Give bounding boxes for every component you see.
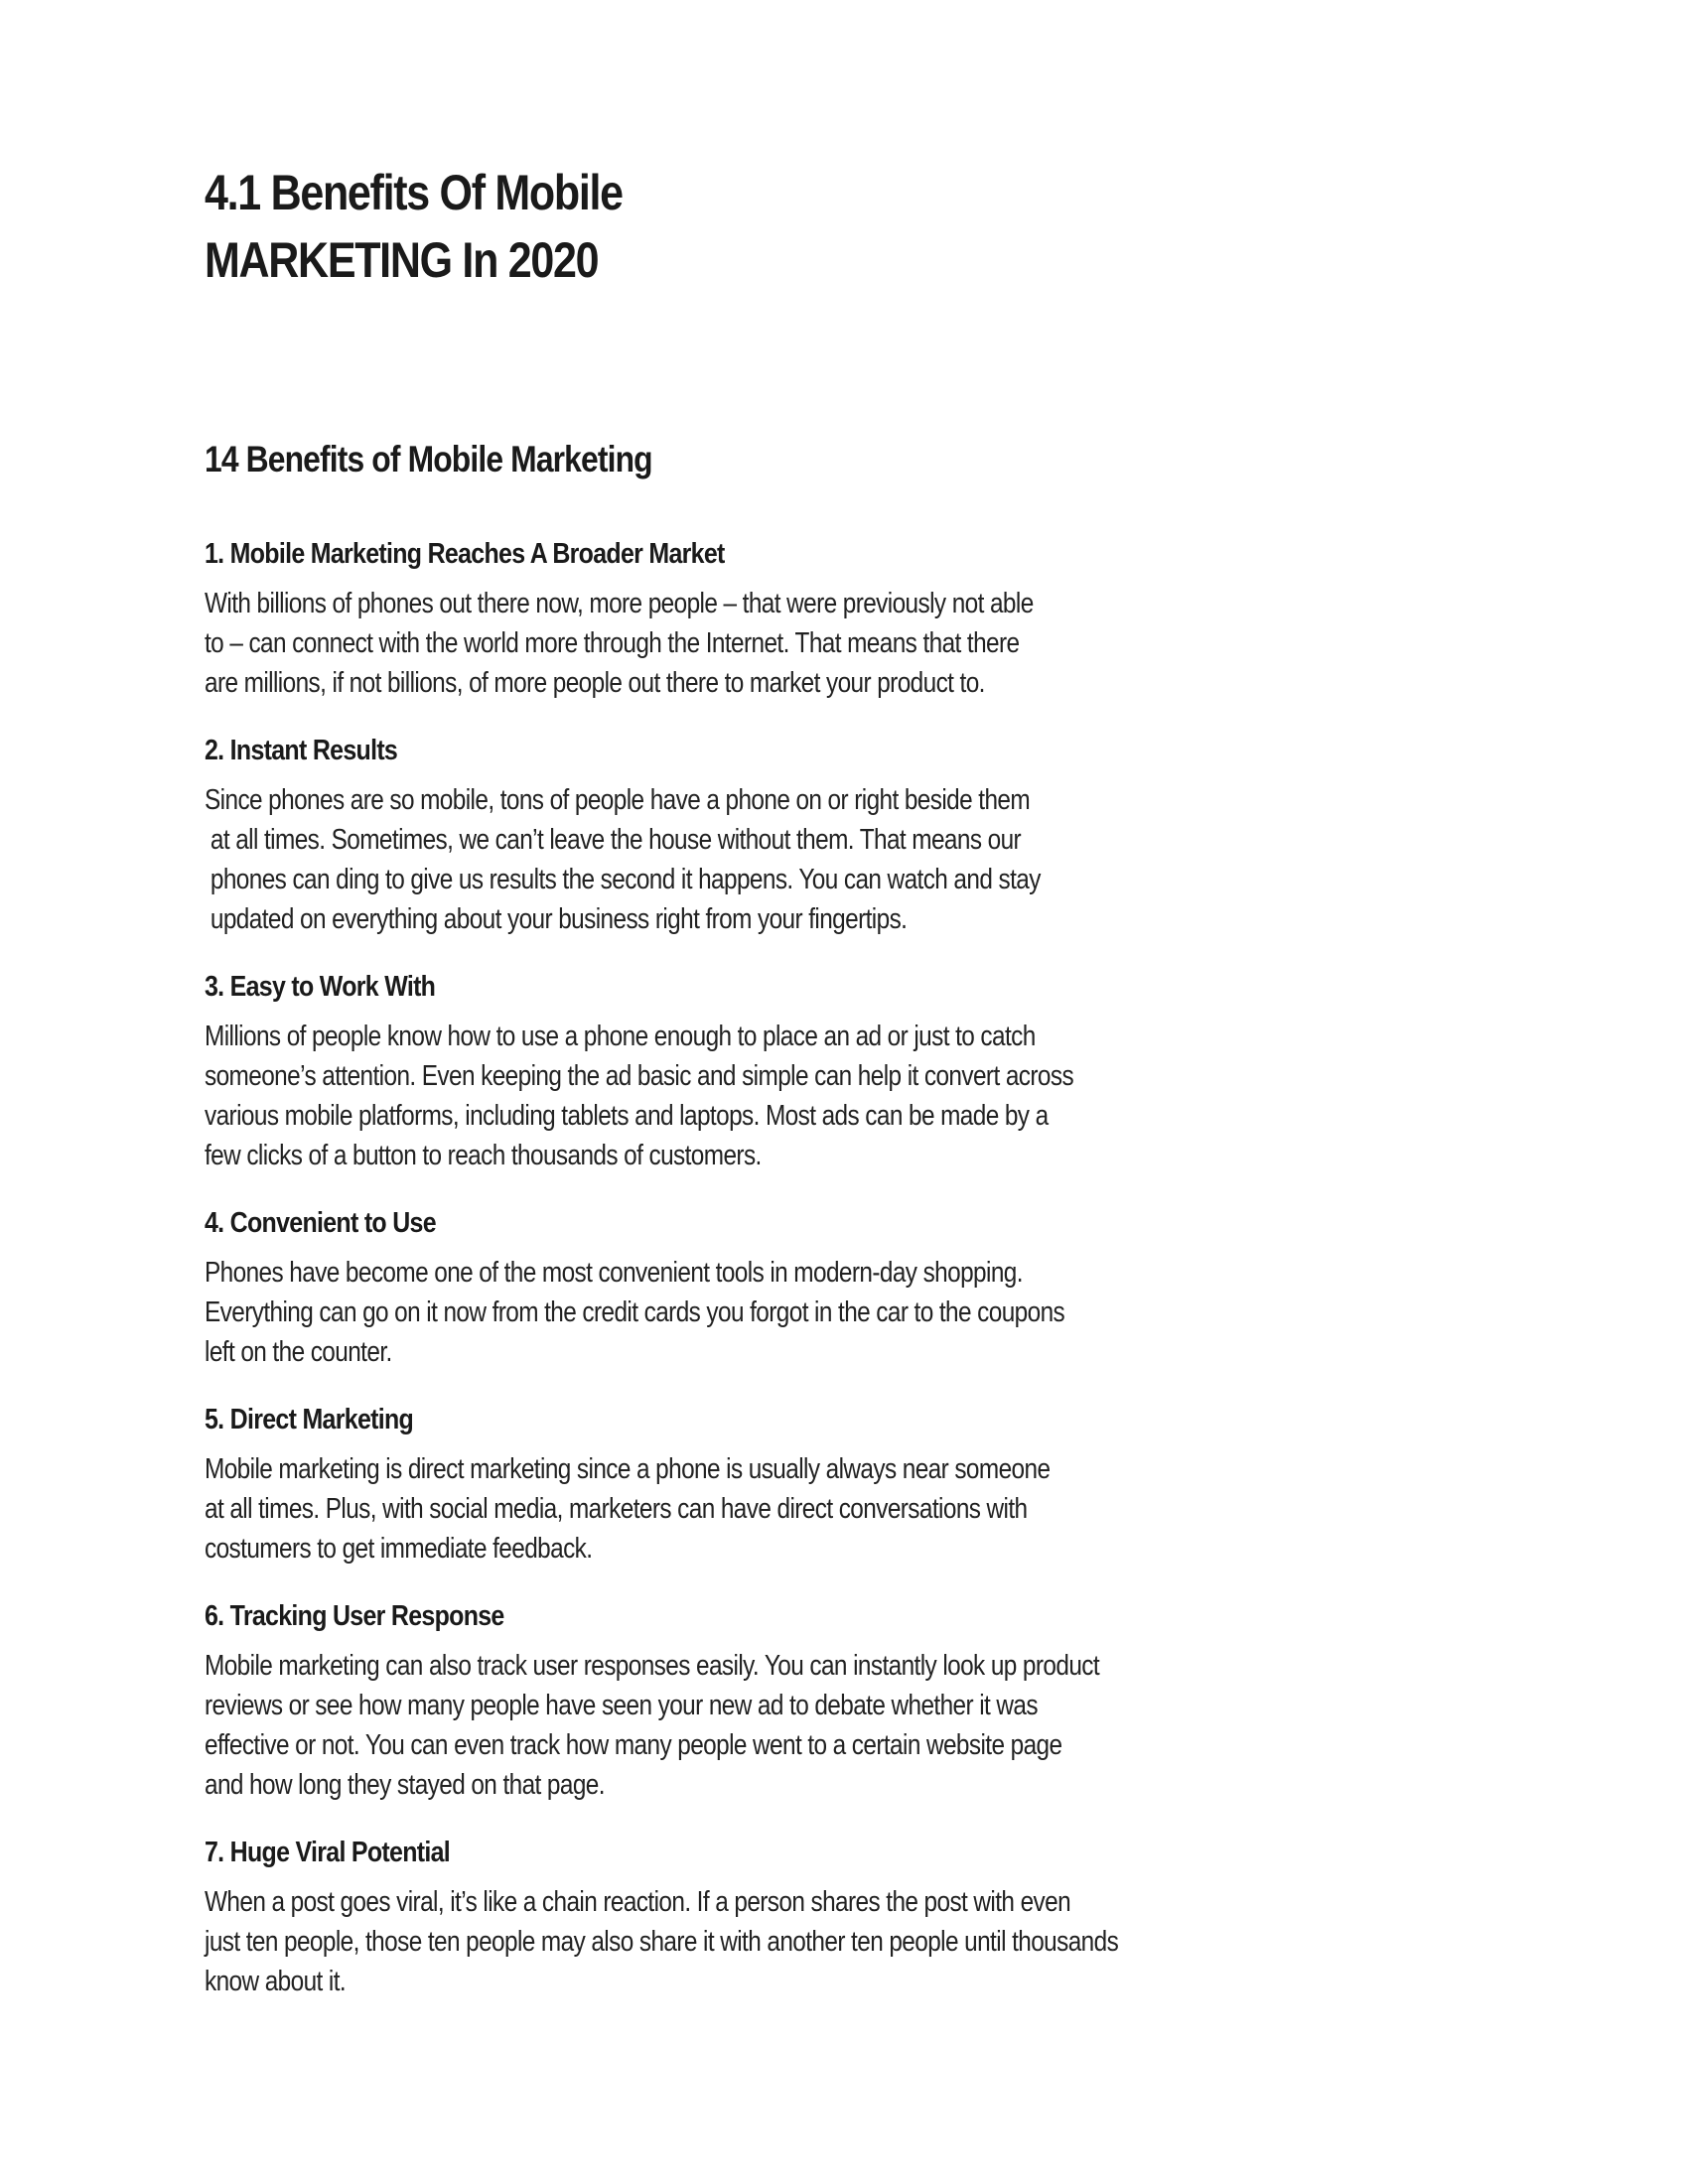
benefit-body [205,1646,1122,1805]
body-line: at all times. Plus, with social media, marketers can have direct conversations with [205,1493,1028,1525]
body-line: Mobile marketing is direct marketing since a phone is usually always near someone [205,1453,1051,1485]
body-line: various mobile platforms, including tablets and laptops. Most ads can be made by a [205,1100,1049,1132]
body-line: Since phones are so mobile, tons of people have a phone on or right beside them [205,784,1031,816]
benefit-item [205,731,1297,939]
benefit-item [205,1596,1297,1805]
body-line: just ten people, those ten people may also share it with another ten people until thousands [205,1926,1119,1958]
body-line: costumers to get immediate feedback. [205,1533,593,1565]
body-line: Phones have become one of the most convenient tools in modern-day shopping. [205,1257,1023,1289]
benefit-item [205,967,1297,1175]
page-title-line-2: MARKETING In 2020 [205,232,599,288]
body-line: know about it. [205,1966,347,1997]
body-line: Millions of people know how to use a phone enough to place an ad or just to catch [205,1021,1036,1052]
body-line: at all times. Sometimes, we can’t leave the house without them. That means our [210,824,1022,856]
body-line: left on the counter. [205,1336,392,1368]
body-line: are millions, if not billions, of more people out there to market your product to. [205,667,985,699]
benefit-item [205,534,1297,703]
body-line: Everything can go on it now from the credit cards you forgot in the car to the coupons [205,1297,1065,1328]
benefits-list [205,534,1297,2029]
benefit-body [205,584,1122,703]
benefit-heading: 4. Convenient to Use [205,1207,436,1239]
benefit-item [205,1400,1297,1569]
body-line: and how long they stayed on that page. [205,1769,605,1801]
benefit-heading: 3. Easy to Work With [205,971,436,1003]
benefit-item [205,1833,1297,2001]
benefit-heading: 7. Huge Viral Potential [205,1837,451,1868]
body-line: With billions of phones out there now, more people – that were previously not able [205,588,1034,619]
page-title-line-1: 4.1 Benefits Of Mobile [205,165,623,220]
benefit-heading: 1. Mobile Marketing Reaches A Broader Market [205,538,725,570]
benefit-heading: 2. Instant Results [205,735,398,766]
benefit-heading: 6. Tracking User Response [205,1600,504,1632]
body-line: few clicks of a button to reach thousands of customers. [205,1140,762,1171]
benefit-body [205,1449,1122,1569]
page-title [205,159,1144,294]
section-heading: 14 Benefits of Mobile Marketing [205,439,652,479]
benefit-body [205,1017,1122,1175]
document-page [205,159,1297,1997]
body-line: effective or not. You can even track how many people went to a certain website page [205,1729,1062,1761]
benefit-item [205,1203,1297,1372]
body-line: someone’s attention. Even keeping the ad basic and simple can help it convert across [205,1060,1074,1092]
body-line: phones can ding to give us results the second it happens. You can watch and stay [210,864,1041,895]
benefit-heading: 5. Direct Marketing [205,1404,414,1435]
benefit-body [205,1882,1122,2001]
benefit-body [205,1253,1122,1372]
body-line: to – can connect with the world more through the Internet. That means that there [205,627,1020,659]
body-line: reviews or see how many people have seen your new ad to debate whether it was [205,1690,1038,1721]
body-line: Mobile marketing can also track user responses easily. You can instantly look up product [205,1650,1100,1682]
body-line: updated on everything about your business right from your fingertips. [210,903,908,935]
benefit-body [205,780,1122,939]
body-line: When a post goes viral, it’s like a chain reaction. If a person shares the post with even [205,1886,1071,1918]
